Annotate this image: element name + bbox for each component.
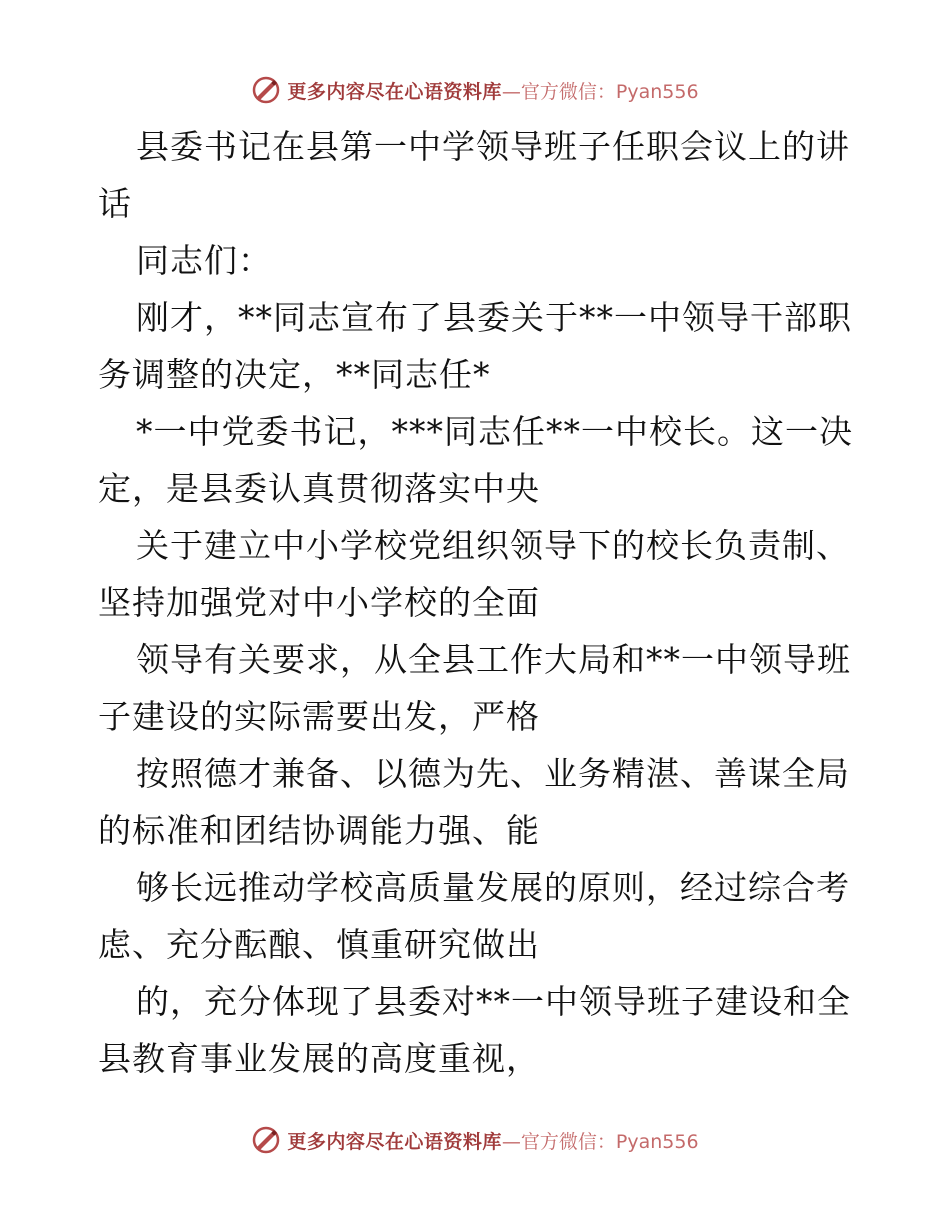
header-watermark <box>0 70 950 110</box>
footer-watermark <box>0 1120 950 1160</box>
document-line: 同志们： <box>136 241 272 280</box>
document-line: *一中党委书记，***同志任**一中校长。这一决 <box>136 412 853 451</box>
document-line: 坚持加强党对中小学校的全面 <box>98 583 540 622</box>
watermark-wechat-text: —官方微信：Pyan556 <box>501 1130 699 1153</box>
document-line: 的，充分体现了县委对**一中领导班子建设和全 <box>136 982 851 1021</box>
document-line: 务调整的决定，**同志任* <box>98 355 491 394</box>
document-line: 话 <box>98 184 132 223</box>
document-line: 够长远推动学校高质量发展的原则，经过综合考 <box>136 868 850 907</box>
document-line: 领导有关要求，从全县工作大局和**一中领导班 <box>136 640 851 679</box>
watermark-main-text: 更多内容尽在心语资料库 <box>287 80 502 103</box>
watermark-wechat-text: —官方微信：Pyan556 <box>501 80 699 103</box>
document-line: 县委书记在县第一中学领导班子任职会议上的讲 <box>136 127 850 166</box>
pen-logo-icon <box>251 1125 281 1155</box>
pen-logo-icon <box>251 75 281 105</box>
document-line: 刚才，**同志宣布了县委关于**一中领导干部职 <box>136 298 852 337</box>
document-line: 虑、充分酝酿、慎重研究做出 <box>98 925 540 964</box>
watermark-main-text: 更多内容尽在心语资料库 <box>287 1130 502 1153</box>
document-line: 定，是县委认真贯彻落实中央 <box>98 469 540 508</box>
document-line: 的标准和团结协调能力强、能 <box>98 811 540 850</box>
document-line: 关于建立中小学校党组织领导下的校长负责制、 <box>136 526 850 565</box>
document-line: 按照德才兼备、以德为先、业务精湛、善谋全局 <box>136 754 850 793</box>
document-body <box>98 118 858 1087</box>
document-line: 子建设的实际需要出发，严格 <box>98 697 540 736</box>
document-line: 县教育事业发展的高度重视， <box>98 1039 540 1078</box>
